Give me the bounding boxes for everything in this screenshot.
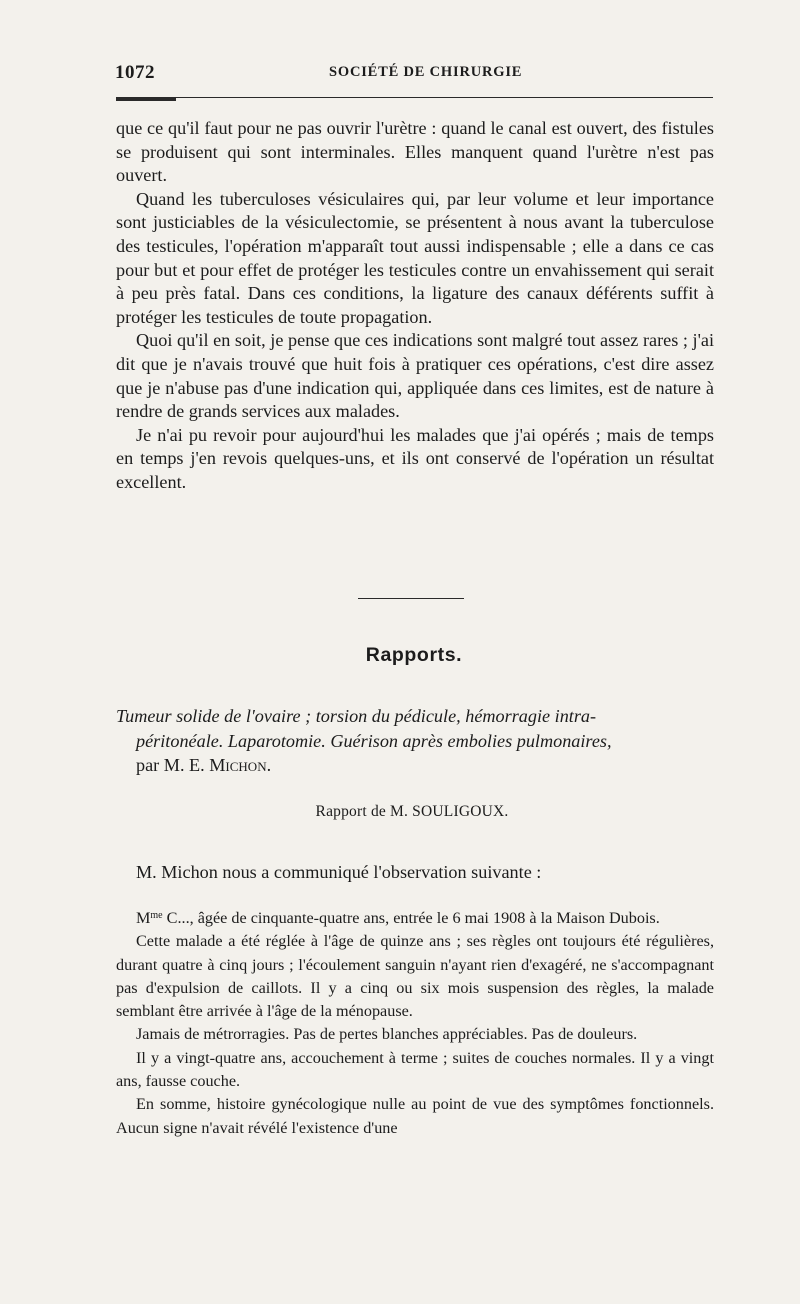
case-first-text: C..., âgée de cinquante-quatre ans, entrée le 6 mai 1908 à la Maison Dubois. (162, 909, 660, 927)
report-title-line-2: péritonéale. Laparotomie. Guérison après embolies pulmonaires, (136, 730, 612, 751)
report-title (116, 704, 716, 778)
case-paragraph (116, 907, 714, 930)
case-title-superscript: me (150, 910, 163, 921)
body-paragraph: Quoi qu'il en soit, je pense que ces indications sont malgré tout assez rares ; j'ai dit que je n'avais trouvé que huit fois à pratiquer ces opérations, c'est dire assez que je n'abuse pas d'une indication qui, appliquée dans ces limites, est de nature à rendre de grands services aux malades. (116, 330, 714, 422)
body-paragraph: Je n'ai pu revoir pour aujourd'hui les malades que j'ai opérés ; mais de temps en temps j'en revois quelques-uns, et ils ont conservé de l'opération un résultat excellent. (116, 424, 714, 492)
body-text (116, 117, 714, 495)
section-heading: Rapports. (365, 644, 463, 666)
report-author: Michon. (209, 755, 272, 775)
section-divider (358, 598, 464, 599)
body-paragraph: que ce qu'il faut pour ne pas ouvrir l'urètre : quand le canal est ouvert, des fistules se produisent qui sont interminales. Elles manquent quand l'urètre n'est pas ouvert. (116, 118, 714, 186)
header-rule-accent (116, 98, 176, 101)
running-head (115, 62, 713, 88)
intro-sentence: M. Michon nous a communiqué l'observation suivante : (136, 862, 542, 882)
body-paragraph: Quand les tuberculoses vésiculaires qui, par leur volume et leur importance sont justiciables de la vésiculectomie, se présentent à nous avant la tuberculose des testicules, l'opération m'apparaît tout aussi indispensable ; elle a dans ce cas pour but et pour effet de protéger les testicules contre un envahissement qui serait à peu près fatal. Dans ces conditions, la ligature des canaux déférents suffit à protéger les testicules de toute propagation. (116, 188, 714, 327)
journal-title: SOCIÉTÉ DE CHIRURGIE (329, 64, 523, 80)
case-title-prefix: M (136, 909, 151, 927)
report-byline (116, 753, 716, 778)
case-paragraph: Cette malade a été réglée à l'âge de quinze ans ; ses règles ont toujours été régulières, durant quatre à cinq jours ; l'écoulement sanguin n'ayant rien d'exagéré, ne s'accompagnant pas d'expulsion de caillots. Il y a cinq ou six mois suspension des règles, la malade semblant être arrivée à l'âge de la ménopause. (116, 932, 714, 1021)
case-paragraph: Il y a vingt-quatre ans, accouchement à terme ; suites de couches normales. Il y a vingt ans, fausse couche. (116, 1048, 714, 1091)
case-paragraph: En somme, histoire gynécologique nulle au point de vue des symptômes fonctionnels. Aucun signe n'avait révélé l'existence d'une (116, 1095, 714, 1137)
report-title-line-1: Tumeur solide de l'ovaire ; torsion du pédicule, hémorragie intra- (116, 706, 597, 726)
rapport-attribution: Rapport de M. SOULIGOUX. (315, 803, 509, 820)
page-number: 1072 (115, 62, 155, 83)
header-rule (116, 97, 713, 98)
byline-prefix: par M. E. (136, 755, 210, 775)
case-paragraph: Jamais de métrorragies. Pas de pertes blanches appréciables. Pas de douleurs. (136, 1025, 638, 1044)
case-observation (116, 907, 714, 1140)
